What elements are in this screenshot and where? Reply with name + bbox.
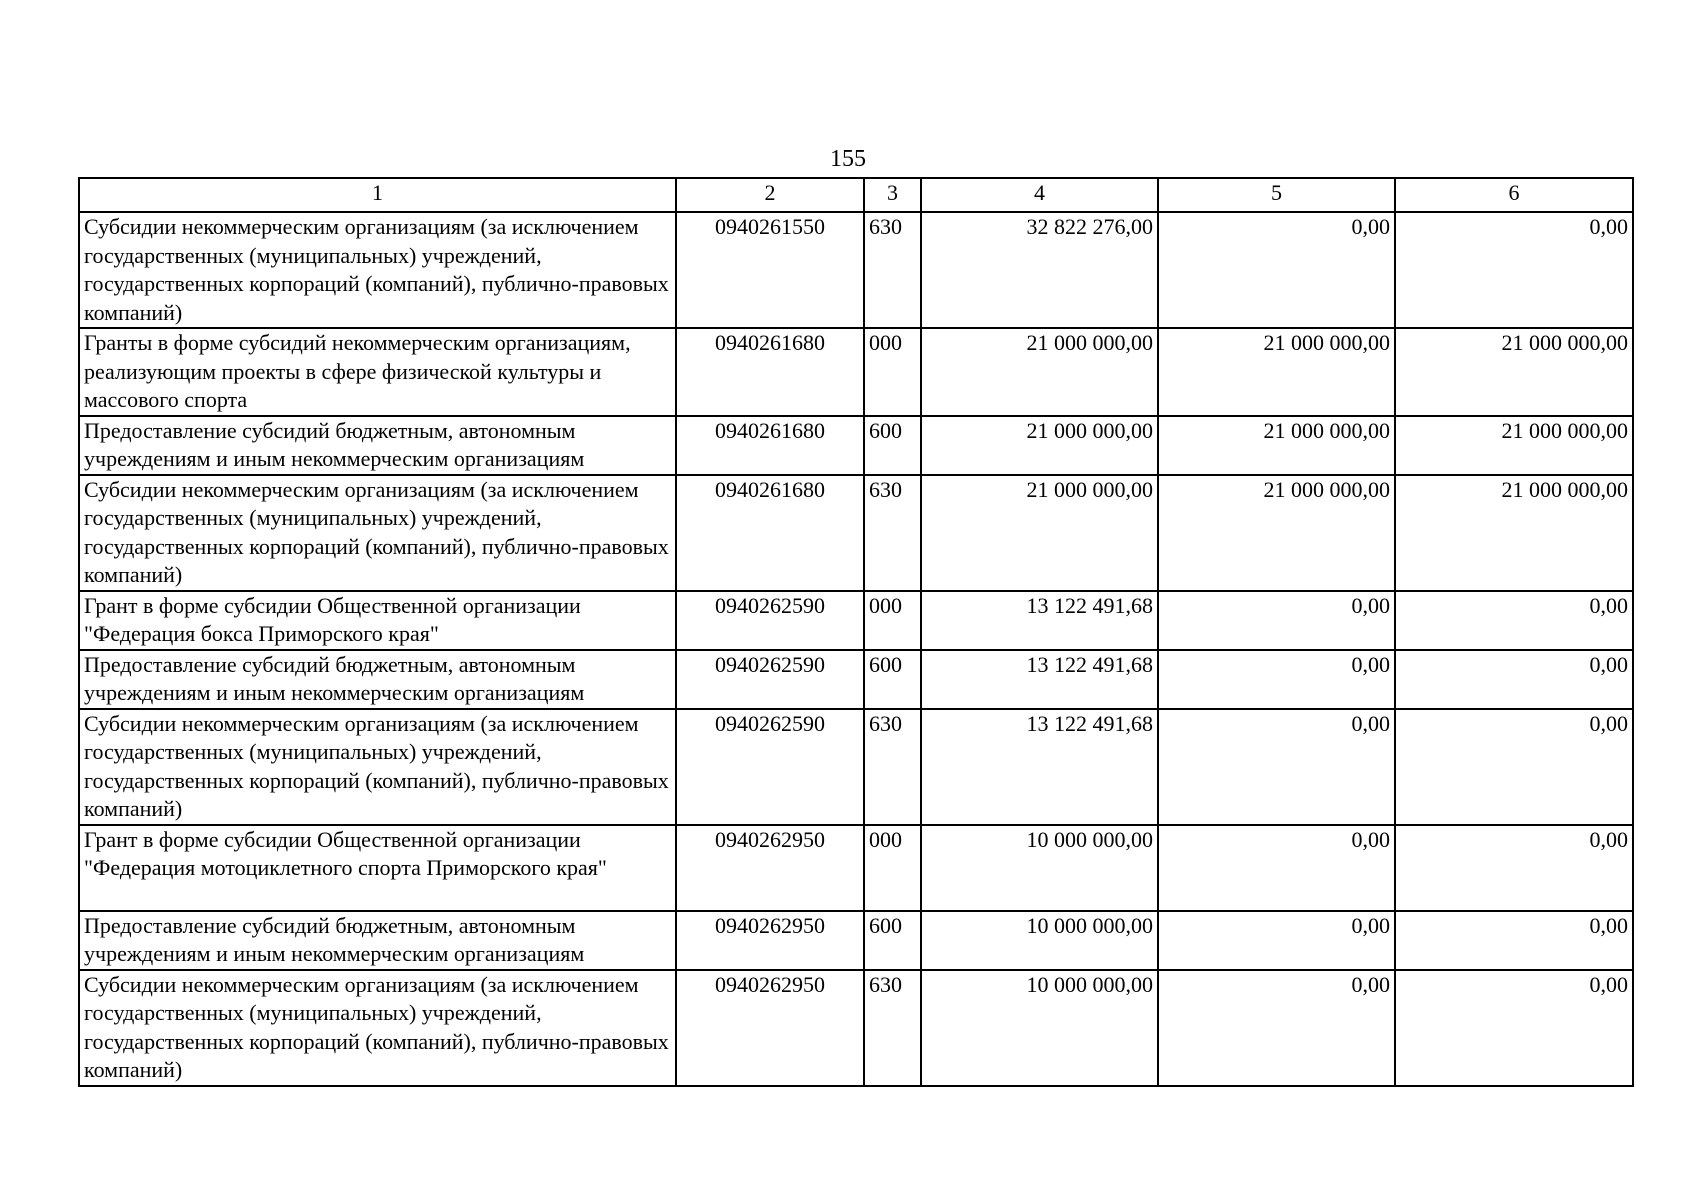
row-code: 0940261550 — [676, 212, 864, 328]
row-value-5: 21 000 000,00 — [1158, 328, 1395, 416]
table-row — [79, 328, 1633, 416]
row-code: 0940261680 — [676, 475, 864, 591]
row-name: Грант в форме субсидии Общественной организации "Федерация мотоциклетного спорта Приморского края" — [79, 825, 676, 911]
row-value-4: 10 000 000,00 — [921, 911, 1158, 970]
table-row — [79, 475, 1633, 591]
table-row — [79, 825, 1633, 911]
row-type: 630 — [864, 709, 921, 825]
row-name: Субсидии некоммерческим организациям (за исключением государственных (муниципальных) учреждений, государственных корпораций (компаний), публично-правовых компаний) — [79, 475, 676, 591]
row-value-4: 10 000 000,00 — [921, 825, 1158, 911]
row-code: 0940262950 — [676, 911, 864, 970]
row-type: 000 — [864, 591, 921, 650]
row-value-5: 0,00 — [1158, 212, 1395, 328]
row-value-6: 0,00 — [1395, 591, 1633, 650]
row-name: Гранты в форме субсидий некоммерческим организациям, реализующим проекты в сфере физической культуры и массового спорта — [79, 328, 676, 416]
row-value-6: 21 000 000,00 — [1395, 328, 1633, 416]
table-row — [79, 416, 1633, 475]
row-name: Предоставление субсидий бюджетным, автономным учреждениям и иным некоммерческим организациям — [79, 650, 676, 709]
row-value-5: 0,00 — [1158, 591, 1395, 650]
row-name: Субсидии некоммерческим организациям (за исключением государственных (муниципальных) учреждений, государственных корпораций (компаний), публично-правовых компаний) — [79, 212, 676, 328]
row-name: Субсидии некоммерческим организациям (за исключением государственных (муниципальных) учреждений, государственных корпораций (компаний), публично-правовых компаний) — [79, 709, 676, 825]
page-number: 155 — [830, 146, 866, 172]
table-row — [79, 650, 1633, 709]
table-row — [79, 212, 1633, 328]
row-value-4: 21 000 000,00 — [921, 328, 1158, 416]
row-value-4: 32 822 276,00 — [921, 212, 1158, 328]
row-value-5: 21 000 000,00 — [1158, 475, 1395, 591]
row-value-4: 13 122 491,68 — [921, 591, 1158, 650]
row-type: 600 — [864, 911, 921, 970]
row-value-6: 0,00 — [1395, 970, 1633, 1086]
row-code: 0940262950 — [676, 825, 864, 911]
row-code: 0940262950 — [676, 970, 864, 1086]
row-name: Субсидии некоммерческим организациям (за исключением государственных (муниципальных) учреждений, государственных корпораций (компаний), публично-правовых компаний) — [79, 970, 676, 1086]
row-type: 630 — [864, 970, 921, 1086]
table-row — [79, 911, 1633, 970]
row-code: 0940261680 — [676, 416, 864, 475]
row-type: 630 — [864, 475, 921, 591]
row-value-6: 21 000 000,00 — [1395, 416, 1633, 475]
row-type: 000 — [864, 328, 921, 416]
row-value-5: 0,00 — [1158, 825, 1395, 911]
row-code: 0940262590 — [676, 709, 864, 825]
row-value-5: 0,00 — [1158, 650, 1395, 709]
row-value-6: 0,00 — [1395, 650, 1633, 709]
row-code: 0940262590 — [676, 650, 864, 709]
row-name: Грант в форме субсидии Общественной организации "Федерация бокса Приморского края" — [79, 591, 676, 650]
row-value-6: 0,00 — [1395, 212, 1633, 328]
row-value-4: 13 122 491,68 — [921, 709, 1158, 825]
column-header: 1 — [79, 178, 676, 212]
row-type: 600 — [864, 650, 921, 709]
row-type: 630 — [864, 212, 921, 328]
row-name: Предоставление субсидий бюджетным, автономным учреждениям и иным некоммерческим организациям — [79, 911, 676, 970]
row-value-5: 0,00 — [1158, 709, 1395, 825]
row-value-6: 0,00 — [1395, 709, 1633, 825]
row-code: 0940261680 — [676, 328, 864, 416]
row-value-6: 0,00 — [1395, 911, 1633, 970]
row-name: Предоставление субсидий бюджетным, автономным учреждениям и иным некоммерческим организациям — [79, 416, 676, 475]
row-value-6: 21 000 000,00 — [1395, 475, 1633, 591]
header-row — [79, 178, 1633, 212]
table-row — [79, 591, 1633, 650]
row-value-6: 0,00 — [1395, 825, 1633, 911]
row-value-4: 21 000 000,00 — [921, 416, 1158, 475]
row-code: 0940262590 — [676, 591, 864, 650]
row-type: 000 — [864, 825, 921, 911]
budget-table — [78, 177, 1634, 1087]
row-value-5: 0,00 — [1158, 911, 1395, 970]
row-type: 600 — [864, 416, 921, 475]
table-row — [79, 970, 1633, 1086]
row-value-4: 10 000 000,00 — [921, 970, 1158, 1086]
column-header: 4 — [921, 178, 1158, 212]
row-value-4: 21 000 000,00 — [921, 475, 1158, 591]
column-header: 5 — [1158, 178, 1395, 212]
column-header: 6 — [1395, 178, 1633, 212]
row-value-5: 21 000 000,00 — [1158, 416, 1395, 475]
row-value-4: 13 122 491,68 — [921, 650, 1158, 709]
column-header: 3 — [864, 178, 921, 212]
column-header: 2 — [676, 178, 864, 212]
row-value-5: 0,00 — [1158, 970, 1395, 1086]
table-row — [79, 709, 1633, 825]
